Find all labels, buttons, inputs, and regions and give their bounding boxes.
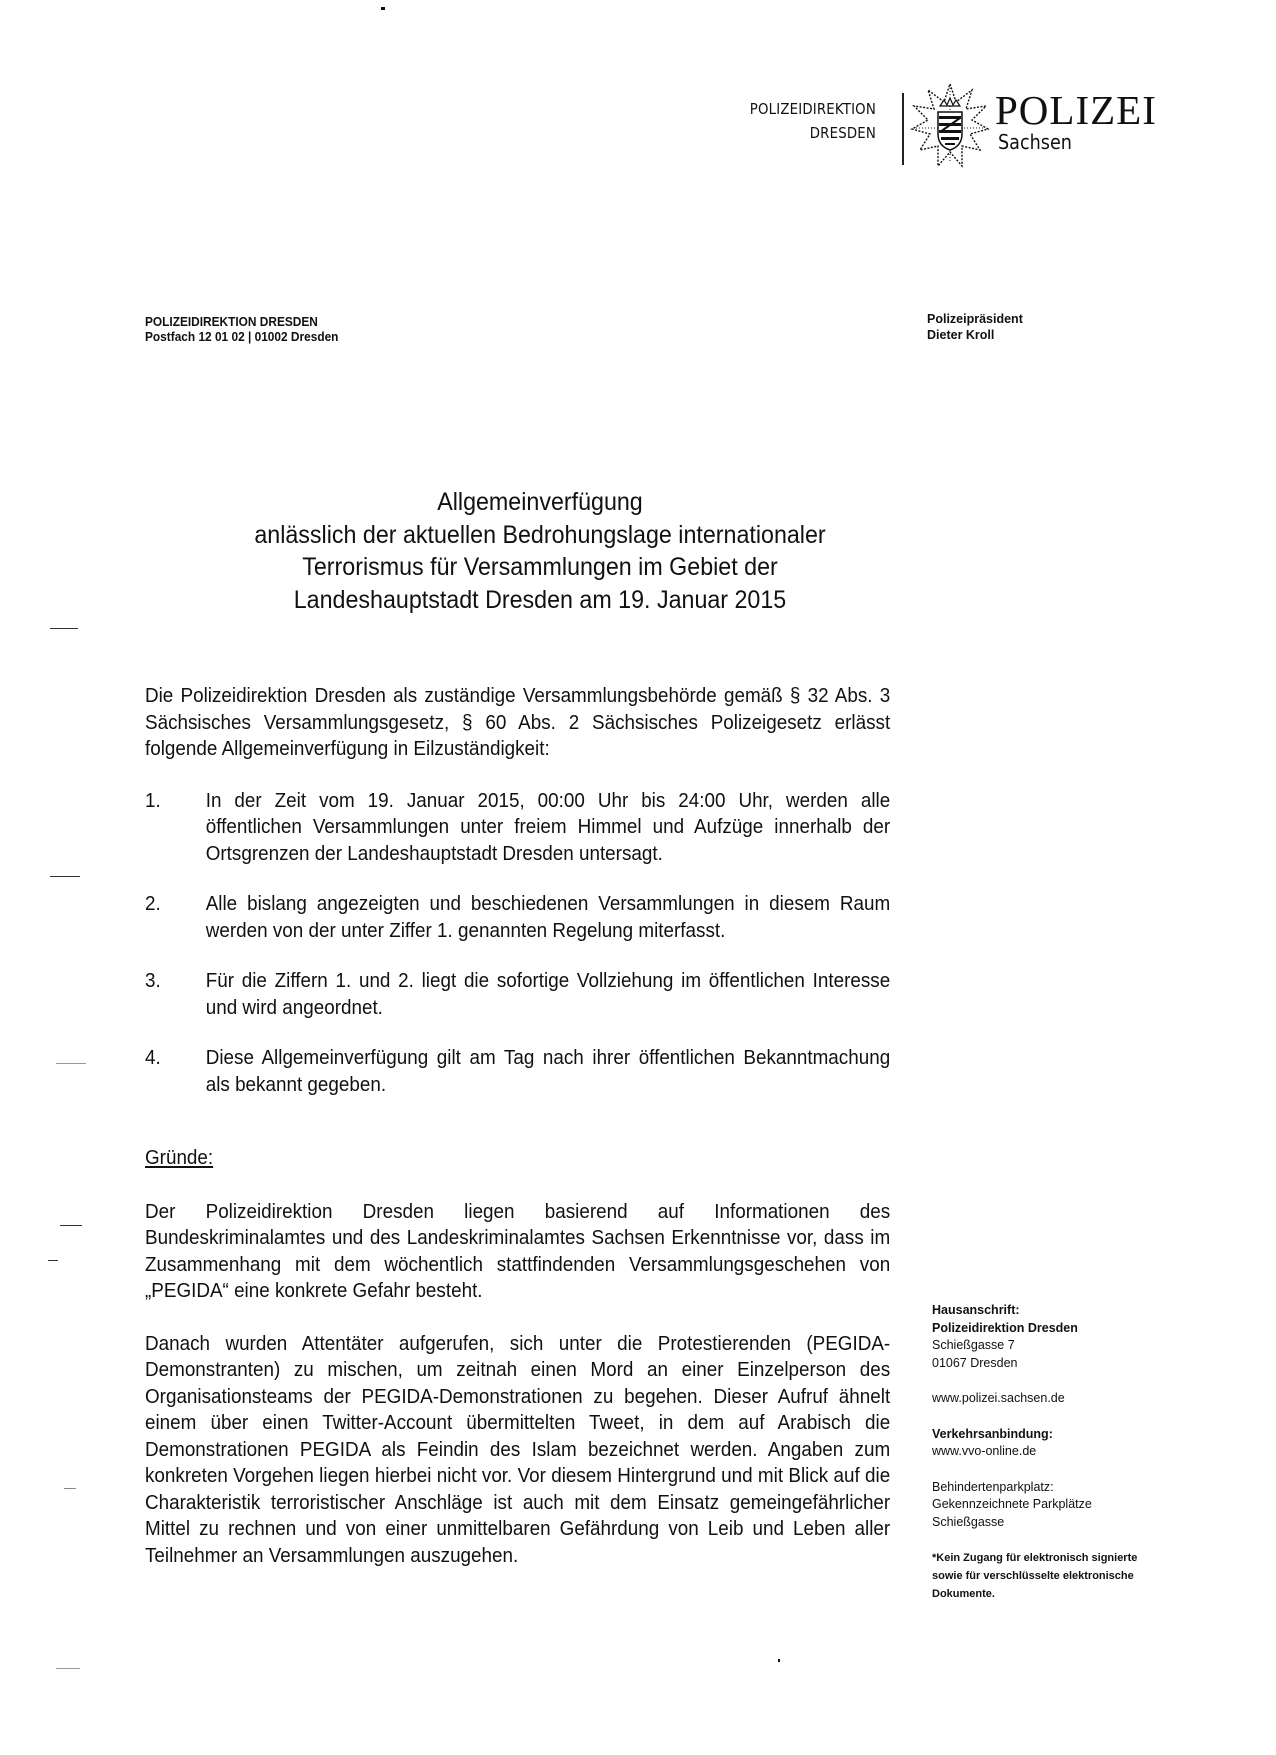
address-street: Schießgasse 7	[932, 1338, 1015, 1352]
website-link[interactable]: www.polizei.sachsen.de	[932, 1391, 1065, 1405]
ordered-item	[145, 788, 890, 868]
police-star-emblem-icon	[910, 82, 990, 172]
scan-speck	[778, 1659, 780, 1662]
note-line-1: *Kein Zugang für elektronisch signierte	[932, 1552, 1138, 1564]
note-line-2: sowie für verschlüsselte elektronische	[932, 1570, 1134, 1582]
transport-link[interactable]: www.vvo-online.de	[932, 1444, 1037, 1458]
title-line-2: anlässlich der aktuellen Bedrohungslage internationaler	[254, 520, 826, 549]
department-line-1: POLIZEIDIREKTION	[749, 100, 876, 118]
address-name: Polizeidirektion Dresden	[932, 1320, 1078, 1335]
document-body	[145, 683, 890, 1595]
margin-mark	[48, 1260, 58, 1261]
brand-name: POLIZEI	[995, 87, 1157, 133]
ordered-item	[145, 891, 890, 944]
item-text: Diese Allgemeinverfügung gilt am Tag nach ihrer öffentlichen Bekanntmachung als bekannt gegeben.	[205, 1046, 891, 1096]
reasons-heading: Gründe:	[145, 1146, 214, 1169]
department-line-2: DRESDEN	[809, 124, 876, 142]
margin-mark	[56, 1668, 80, 1669]
department-header	[673, 97, 876, 145]
margin-mark	[50, 876, 80, 877]
intro-paragraph: Die Polizeidirektion Dresden als zuständige Versammlungsbehörde gemäß § 32 Abs. 3 Sächsisches Versammlungsgesetz, § 60 Abs. 2 Sächsisches Polizeigesetz erlässt folgende Allgemeinverfügung in Eilzuständigkeit:	[145, 684, 891, 760]
item-number: 1.	[145, 788, 161, 812]
ordered-item	[145, 1045, 890, 1098]
president-title: Polizeipräsident	[927, 312, 1023, 326]
transport-block	[932, 1426, 1192, 1461]
parking-label: Behindertenparkplatz:	[932, 1479, 1054, 1494]
transport-label: Verkehrsanbindung:	[932, 1426, 1053, 1441]
address-block	[932, 1302, 1192, 1372]
item-text: In der Zeit vom 19. Januar 2015, 00:00 Uhr bis 24:00 Uhr, werden alle öffentlichen Versammlungen unter freiem Himmel und Aufzüge innerhalb der Ortsgrenzen der Landeshauptstadt Dresden untersagt.	[205, 788, 891, 865]
margin-mark	[50, 628, 78, 629]
header-divider	[902, 93, 904, 165]
reasons-paragraph: Der Polizeidirektion Dresden liegen basierend auf Informationen des Bundeskriminalamtes und des Landeskriminalamtes Sachsen Erkenntnisse vor, dass im Zusammenhang mit dem wöchentlich stattfindenden Versammlungsgeschehen von „PEGIDA“ eine konkrete Gefahr besteht.	[145, 1199, 891, 1302]
item-number: 4.	[145, 1046, 161, 1069]
parking-line-1: Gekennzeichnete Parkplätze	[932, 1497, 1092, 1511]
contact-sidebar	[932, 1302, 1192, 1603]
sender-line-2: Postfach 12 01 02 | 01002 Dresden	[145, 330, 339, 344]
title-line-1: Allgemeinverfügung	[437, 488, 643, 516]
margin-mark	[56, 1063, 86, 1064]
sender-line-1: POLIZEIDIREKTION DRESDEN	[145, 315, 318, 329]
website-block	[932, 1390, 1192, 1408]
item-number: 3.	[145, 969, 161, 992]
address-city: 01067 Dresden	[932, 1355, 1018, 1370]
item-text: Für die Ziffern 1. und 2. liegt die sofortige Vollziehung im öffentlichen Interesse und wird angeordnet.	[205, 969, 891, 1019]
president-name: Dieter Kroll	[927, 328, 995, 342]
item-number: 2.	[145, 892, 161, 915]
margin-mark	[64, 1488, 76, 1489]
sender-address	[145, 315, 338, 345]
margin-mark	[60, 1225, 82, 1226]
document-title	[168, 486, 912, 616]
parking-block	[932, 1479, 1192, 1532]
scan-speck	[381, 7, 385, 10]
title-line-4: Landeshauptstadt Dresden am 19. Januar 2015	[293, 585, 787, 614]
note-line-3: Dokumente.	[932, 1588, 995, 1600]
parking-line-2: Schießgasse	[932, 1514, 1005, 1529]
electronic-access-note	[932, 1549, 1192, 1603]
president-block	[927, 311, 1023, 343]
item-text: Alle bislang angezeigten und beschiedenen Versammlungen in diesem Raum werden von der unter Ziffer 1. genannten Regelung miterfasst.	[205, 892, 891, 942]
title-line-3: Terrorismus für Versammlungen im Gebiet der	[302, 553, 778, 581]
brand-region: Sachsen	[998, 130, 1072, 154]
address-label: Hausanschrift:	[932, 1303, 1020, 1317]
ordered-item	[145, 968, 890, 1021]
reasons-paragraph: Danach wurden Attentäter aufgerufen, sich unter die Protestierenden (PEGIDA-Demonstranten) zu mischen, um zeitnah einen Mord an einer Einzelperson des Organisationsteams der PEGIDA-Demonstrationen zu begehen. Dieser Aufruf ähnelt einem über einen Twitter-Account übermittelten Tweet, in dem auf Arabisch die Demonstrationen PEGIDA als Feindin des Islam bezeichnet werden. Angaben zum konkreten Vorgehen liegen hierbei nicht vor. Vor diesem Hintergrund und mit Blick auf die Charakteristik terroristischer Anschläge ist auch mit dem Einsatz gemeingefährlicher Mittel zu rechnen und von einer unmittelbaren Gefährdung von Leib und Leben aller Teilnehmer an Versammlungen auszugehen.	[145, 1331, 891, 1567]
